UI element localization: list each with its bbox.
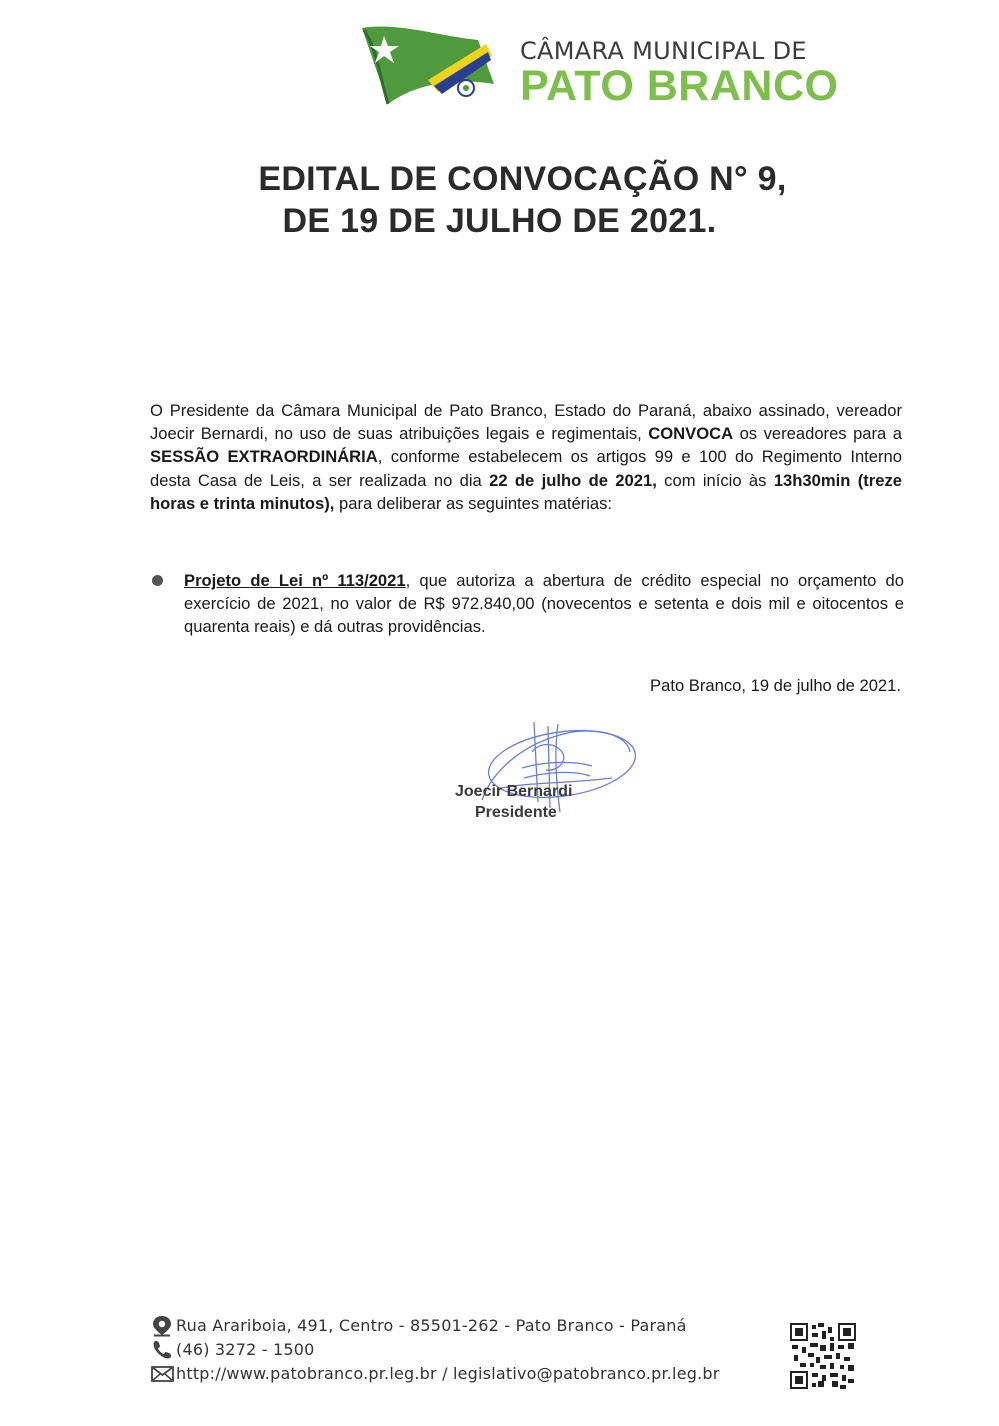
phone-text: (46) 3272 - 1500 [176, 1339, 315, 1359]
org-name-line1: CÂMARA MUNICIPAL DE [520, 37, 807, 65]
body-text-3: , conforme estabelecem os artigos 99 e 100 do Regimento Interno desta Casa de Leis, a ser realizada no dia [150, 447, 902, 490]
body-text-5: para deliberar as seguintes matérias: [334, 493, 613, 513]
session-type: SESSÃO EXTRAORDINÁRIA [150, 447, 378, 467]
agenda-item [150, 569, 904, 639]
document-title [0, 158, 999, 242]
address-text: Rua Arariboia, 491, Centro - 85501-262 - Pato Branco - Paraná [176, 1315, 687, 1335]
envelope-icon [150, 1363, 176, 1385]
footer-phone-row [150, 1337, 720, 1361]
org-name-line2: PATO BRANCO [520, 62, 839, 110]
convoca-keyword: CONVOCA [648, 424, 734, 444]
location-pin-icon [150, 1315, 176, 1337]
signer-name: Joecir Bernardi [455, 783, 573, 800]
footer-web-row [150, 1361, 720, 1385]
footer-address-row [150, 1313, 720, 1337]
body-text-4: com início às [656, 470, 774, 490]
project-description: , que autoriza a abertura de crédito especial no orçamento do exercício de 2021, no valor de R$ 972.840,00 (novecentos e setenta e dois mil e oitocentos e quarenta reais) e dá outras providências. [184, 571, 904, 637]
camara-flag-logo [358, 22, 498, 108]
session-time: 13h30min (treze horas e trinta minutos), [150, 470, 902, 513]
place-and-date: Pato Branco, 19 de julho de 2021. [650, 676, 901, 695]
footer-contact [150, 1313, 720, 1385]
qr-code[interactable] [790, 1323, 856, 1389]
session-date: 22 de julho de 2021, [489, 470, 657, 490]
agenda-item-text [184, 569, 904, 639]
web-email-text: http://www.patobranco.pr.leg.br / legislativo@patobranco.pr.leg.br [176, 1363, 720, 1383]
body-text-2: os vereadores para a [733, 424, 902, 444]
phone-icon [150, 1339, 176, 1361]
bullet-icon [152, 575, 163, 586]
convocation-paragraph [150, 399, 902, 515]
signer-role: Presidente [475, 804, 557, 821]
body-text-1: O Presidente da Câmara Municipal de Pato Branco, Estado do Paraná, abaixo assinado, vereador Joecir Bernardi, no uso de suas atribuições legais e regimentais, [150, 401, 902, 444]
title-line-1: EDITAL DE CONVOCAÇÃO N° 9, [258, 160, 787, 198]
project-reference: Projeto de Lei nº 113/2021 [184, 571, 406, 590]
camara-wordmark [520, 38, 838, 108]
title-line-2: DE 19 DE JULHO DE 2021. [282, 202, 717, 240]
